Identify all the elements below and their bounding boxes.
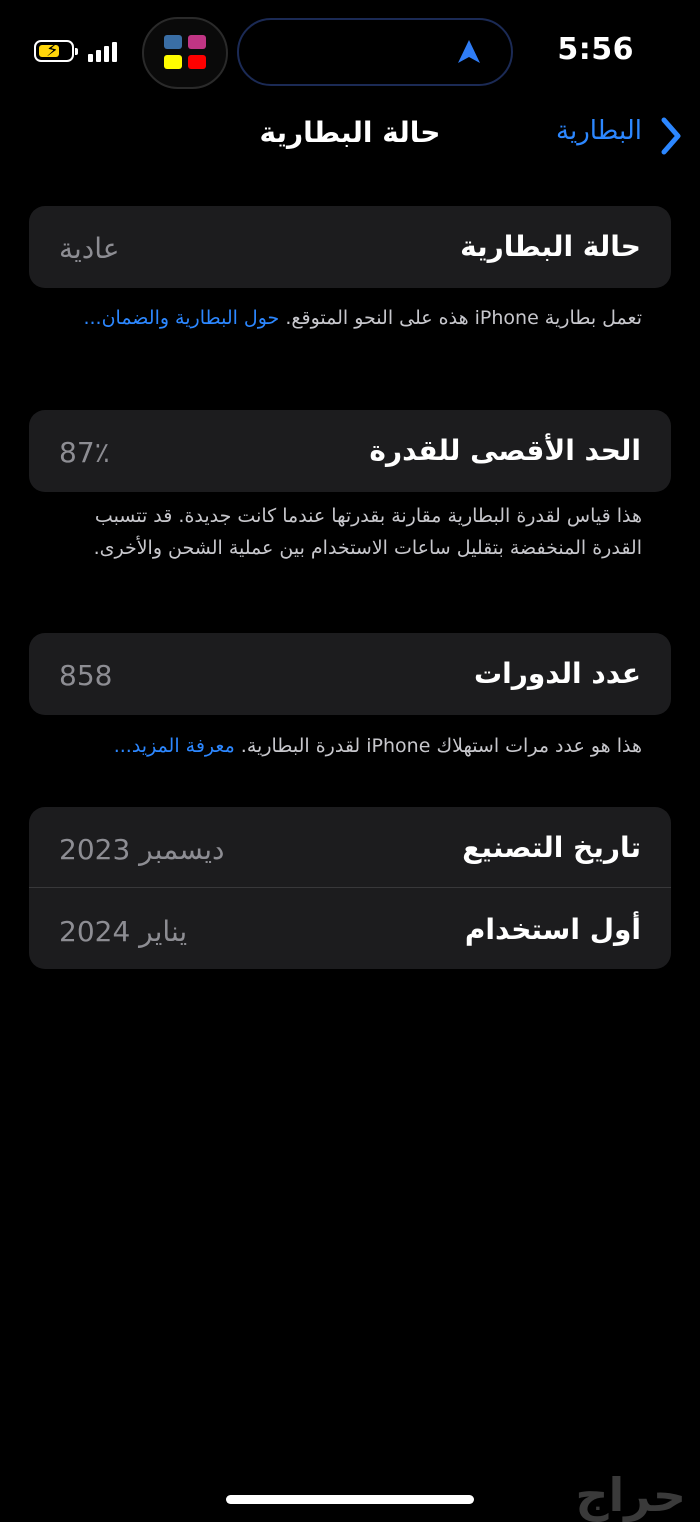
manufacture-date-label: تاريخ التصنيع (462, 831, 641, 864)
cycle-count-note (58, 730, 642, 762)
battery-condition-note (58, 302, 642, 334)
cycle-count-note-text: هذا هو عدد مرات استهلاك iPhone لقدرة البطارية. (234, 735, 642, 757)
first-use-value: يناير 2024 (59, 915, 188, 948)
maximum-capacity-label: الحد الأقصى للقدرة (369, 434, 641, 467)
app-folder-bubble-icon[interactable] (142, 17, 228, 89)
watermark-logo: حراج (575, 1468, 686, 1522)
learn-more-link[interactable]: معرفة المزيد... (113, 735, 235, 757)
maximum-capacity-card (29, 410, 671, 492)
battery-warranty-link[interactable]: حول البطارية والضمان... (83, 307, 280, 329)
navigation-arrow-icon (455, 38, 483, 66)
status-time: 5:56 (557, 32, 634, 67)
battery-condition-card (29, 206, 671, 288)
app-mini-icon (164, 35, 182, 49)
battery-condition-note-text: تعمل بطارية iPhone هذه على النحو المتوقع. (279, 307, 642, 329)
youtube-mini-icon (188, 55, 206, 69)
home-indicator[interactable] (226, 1495, 474, 1504)
cycle-count-value: 858 (59, 659, 113, 692)
dynamic-island[interactable] (237, 18, 513, 86)
maximum-capacity-note: هذا قياس لقدرة البطارية مقارنة بقدرتها عندما كانت جديدة. قد تتسبب القدرة المنخفضة بتقليل ساعات الاستخدام بين عملية الشحن والأخرى. (93, 505, 642, 559)
first-use-label: أول استخدام (464, 913, 641, 946)
dates-card (29, 807, 671, 969)
battery-condition-value: عادية (59, 232, 120, 265)
instagram-mini-icon (188, 35, 206, 49)
snapchat-mini-icon (164, 55, 182, 69)
page-title: حالة البطارية (259, 116, 441, 149)
maximum-capacity-value: 87٪ (59, 436, 110, 469)
battery-charging-icon: ⚡ (34, 40, 74, 62)
cycle-count-card (29, 633, 671, 715)
back-button[interactable]: البطارية (556, 116, 642, 146)
signal-strength-icon (88, 42, 120, 62)
row-divider (29, 887, 671, 888)
battery-condition-label: حالة البطارية (460, 230, 641, 263)
manufacture-date-value: ديسمبر 2023 (59, 833, 225, 866)
cycle-count-label: عدد الدورات (474, 657, 641, 690)
